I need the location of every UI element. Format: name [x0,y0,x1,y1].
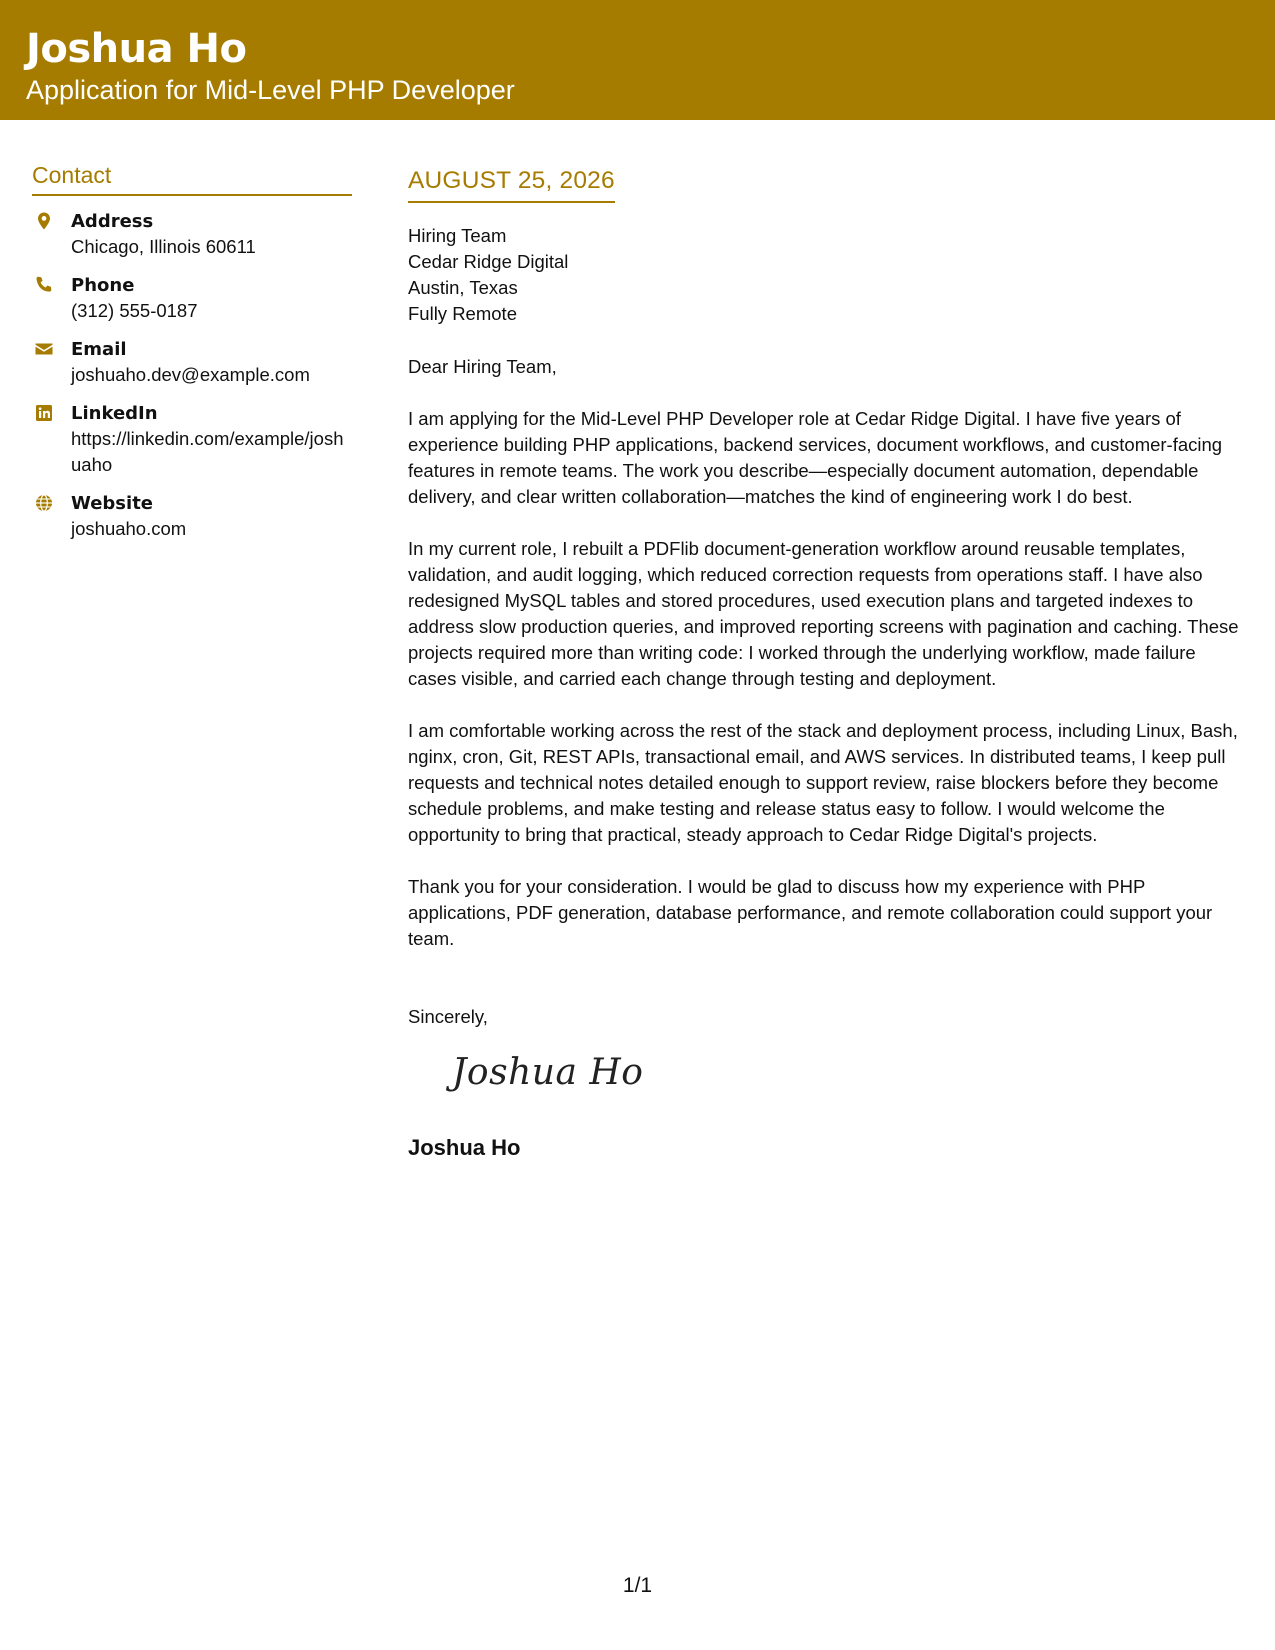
website-label: Website [71,493,154,514]
contact-item-address [32,210,352,260]
handwritten-signature: Joshua Ho [452,1052,644,1093]
phone-label: Phone [71,275,135,296]
application-subtitle: Application for Mid-Level PHP Developer [26,75,515,105]
phone-icon [34,275,54,295]
envelope-icon [34,339,54,359]
closing: Sincerely, [408,1006,488,1027]
address-label: Address [71,211,154,232]
contact-sidebar [32,160,352,542]
letter-paragraph: I am comfortable working across the rest of the stack and deployment process, including Linux, Bash, nginx, cron, Git, REST APIs, transactional email, and AWS services. In distributed teams, I keep pull requests and technical notes detailed enough to support review, raise blockers before they become schedule problems, and make testing and release status easy to follow. I would welcome the opportunity to bring that practical, steady approach to Cedar Ridge Digital's projects. [408,720,1238,845]
letter-date: AUGUST 25, 2026 [408,165,615,203]
signed-name: Joshua Ho [408,1135,521,1160]
email-value: joshuaho.dev@example.com [71,364,310,385]
recipient-line: Hiring Team [408,225,507,246]
map-pin-icon [34,211,54,231]
contact-item-email [32,338,352,388]
contact-item-website [32,492,352,542]
contact-item-linkedin [32,402,352,478]
website-value[interactable]: joshuaho.com [71,518,187,539]
header-banner [0,0,1275,120]
recipient-line: Austin, Texas [408,277,518,298]
letter-paragraph: Thank you for your consideration. I would be glad to discuss how my experience with PHP applications, PDF generation, database performance, and remote collaboration could support your team. [408,876,1213,949]
address-value: Chicago, Illinois 60611 [71,236,256,257]
contact-item-phone [32,274,352,324]
salutation: Dear Hiring Team, [408,356,557,377]
letter-paragraph: I am applying for the Mid-Level PHP Developer role at Cedar Ridge Digital. I have five years of experience building PHP applications, backend services, document workflows, and customer-facing features in remote teams. The work you describe—especially document automation, dependable delivery, and clear written collaboration—matches the kind of engineering work I do best. [408,408,1223,507]
linkedin-value[interactable]: https://linkedin.com/example/joshuaho [71,428,344,475]
linkedin-label: LinkedIn [71,403,158,424]
letter-paragraph: In my current role, I rebuilt a PDFlib document-generation workflow around reusable templates, validation, and audit logging, which reduced correction requests from operations staff. I have also redesigned MySQL tables and stored procedures, used execution plans and targeted indexes to address slow production queries, and improved reporting screens with pagination and caching. These projects required more than writing code: I worked through the underlying workflow, made failure cases visible, and carried each change through testing and deployment. [408,538,1239,689]
email-label: Email [71,339,127,360]
contact-heading: Contact [32,160,352,196]
linkedin-icon [34,403,54,423]
recipient-line: Cedar Ridge Digital [408,251,569,272]
applicant-name: Joshua Ho [26,26,247,72]
page-number: 1/1 [622,1574,653,1597]
phone-value: (312) 555-0187 [71,300,198,321]
recipient-block [408,223,1243,327]
globe-icon [34,493,54,513]
letter-body [408,165,1243,1162]
recipient-line: Fully Remote [408,303,517,324]
